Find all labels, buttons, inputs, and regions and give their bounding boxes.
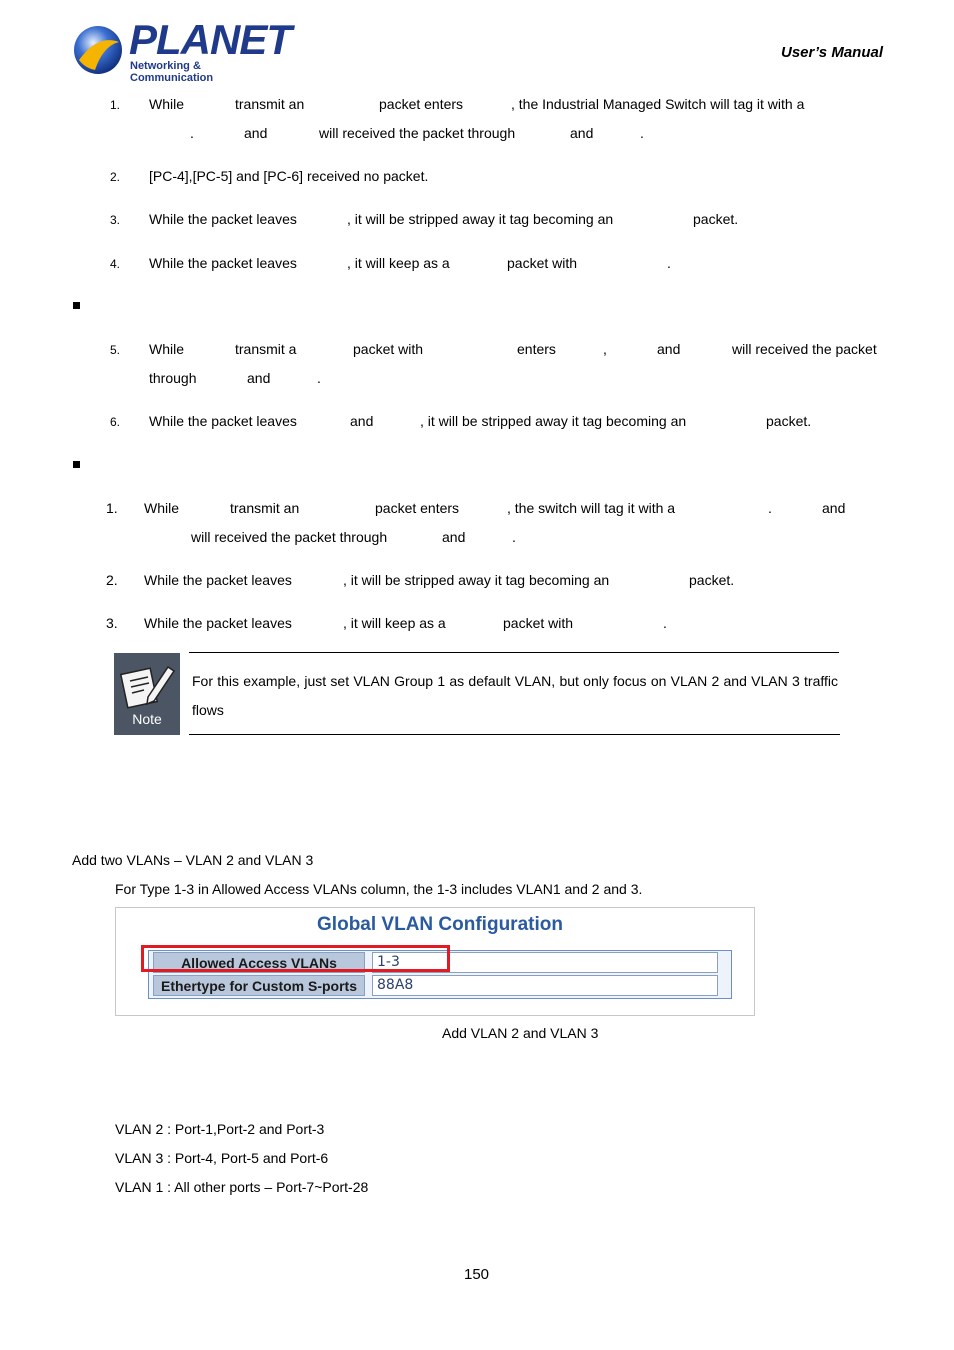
list-text: While the packet leaves <box>149 255 297 271</box>
list-item-number: 1. <box>106 500 118 516</box>
figure-caption: Add VLAN 2 and VLAN 3 <box>442 1025 599 1041</box>
list-item-number: 3. <box>110 213 121 227</box>
list-text: transmit an <box>230 500 300 516</box>
list-text: While the packet leaves <box>149 211 297 227</box>
logo-tagline: Networking & Communication <box>130 60 214 84</box>
list-text: , it will keep as a <box>343 615 446 631</box>
bullet-square <box>73 461 80 468</box>
list-text: and <box>570 125 594 141</box>
list-text: . <box>190 125 194 141</box>
list-text: packet enters <box>379 96 464 112</box>
list-text: . <box>667 255 671 271</box>
vlan1-assignment: VLAN 1 : All other ports – Port-7~Port-28 <box>115 1179 369 1195</box>
list-item-number: 2. <box>110 170 121 184</box>
list-item-number: 2. <box>106 572 118 588</box>
note-label: Note <box>132 711 162 727</box>
list-text: While the packet leaves <box>144 615 292 631</box>
note-top-rule <box>189 652 839 653</box>
globe-icon <box>73 24 123 76</box>
list-text: While the packet leaves <box>144 572 292 588</box>
list-text: , it will be stripped away it tag becoming an <box>347 211 614 227</box>
list-text: packet. <box>693 211 739 227</box>
list-text: and <box>657 341 681 357</box>
page-number: 150 <box>464 1266 490 1283</box>
note-bottom-rule <box>189 734 840 735</box>
list-item-number: 6. <box>110 415 121 429</box>
list-text: and <box>442 529 466 545</box>
panel-title: Global VLAN Configuration <box>317 914 563 935</box>
list-text: , the Industrial Managed Switch will tag it with a <box>511 96 805 112</box>
list-item-number: 3. <box>106 615 118 631</box>
list-text: [PC-4],[PC-5] and [PC-6] received no packet. <box>149 168 429 184</box>
ethertype-custom-sports-input[interactable]: 88A8 <box>372 975 718 996</box>
step-detail: For Type 1-3 in Allowed Access VLANs column, the 1-3 includes VLAN1 and 2 and 3. <box>115 881 643 897</box>
note-pencil-icon <box>114 657 180 713</box>
list-text: and <box>247 370 271 386</box>
allowed-access-vlans-label: Allowed Access VLANs <box>153 952 365 973</box>
list-text: packet with <box>507 255 578 271</box>
vlan3-assignment: VLAN 3 : Port-4, Port-5 and Port-6 <box>115 1150 329 1166</box>
list-text: through <box>149 370 197 386</box>
list-item-number: 5. <box>110 343 121 357</box>
planet-logo <box>73 16 291 84</box>
list-text: will received the packet through <box>191 529 388 545</box>
list-text: . <box>512 529 516 545</box>
list-text: . <box>317 370 321 386</box>
list-text: transmit an <box>235 96 305 112</box>
list-text: . <box>768 500 772 516</box>
list-text: , it will be stripped away it tag becoming an <box>420 413 687 429</box>
list-text: and <box>822 500 846 516</box>
list-text: packet with <box>353 341 424 357</box>
logo-word: PLANET <box>129 16 291 63</box>
bullet-square <box>73 302 80 309</box>
list-item-number: 4. <box>110 257 121 271</box>
list-text: While <box>149 341 185 357</box>
list-text: While the packet leaves <box>149 413 297 429</box>
ethertype-custom-sports-label: Ethertype for Custom S-ports <box>153 975 365 996</box>
red-highlight-box <box>141 945 450 972</box>
list-text: While <box>149 96 185 112</box>
list-text: , the switch will tag it with a <box>507 500 676 516</box>
list-text: , it will keep as a <box>347 255 450 271</box>
table-row <box>151 975 729 996</box>
note-box <box>114 653 180 735</box>
list-text: enters <box>517 341 556 357</box>
note-text: For this example, just set VLAN Group 1 as default VLAN, but only focus on VLAN 2 and VLAN 3 traffic flows <box>192 673 838 718</box>
list-text: packet. <box>766 413 812 429</box>
list-text: and <box>244 125 268 141</box>
list-text: packet with <box>503 615 574 631</box>
manual-title: User’s Manual <box>781 44 883 61</box>
list-text: will received the packet through <box>319 125 516 141</box>
list-text: transmit a <box>235 341 297 357</box>
allowed-access-vlans-input[interactable]: 1-3 <box>372 952 718 973</box>
list-text: . <box>640 125 644 141</box>
list-text: , it will be stripped away it tag becoming an <box>343 572 610 588</box>
step-heading: Add two VLANs – VLAN 2 and VLAN 3 <box>72 852 314 868</box>
list-text: packet. <box>689 572 735 588</box>
vlan2-assignment: VLAN 2 : Port-1,Port-2 and Port-3 <box>115 1121 325 1137</box>
list-item-number: 1. <box>110 98 121 112</box>
list-text: packet enters <box>375 500 460 516</box>
list-text: . <box>663 615 667 631</box>
list-text: will received the packet <box>732 341 877 357</box>
list-text: and <box>350 413 374 429</box>
list-text: While <box>144 500 180 516</box>
list-text: , <box>603 341 607 357</box>
